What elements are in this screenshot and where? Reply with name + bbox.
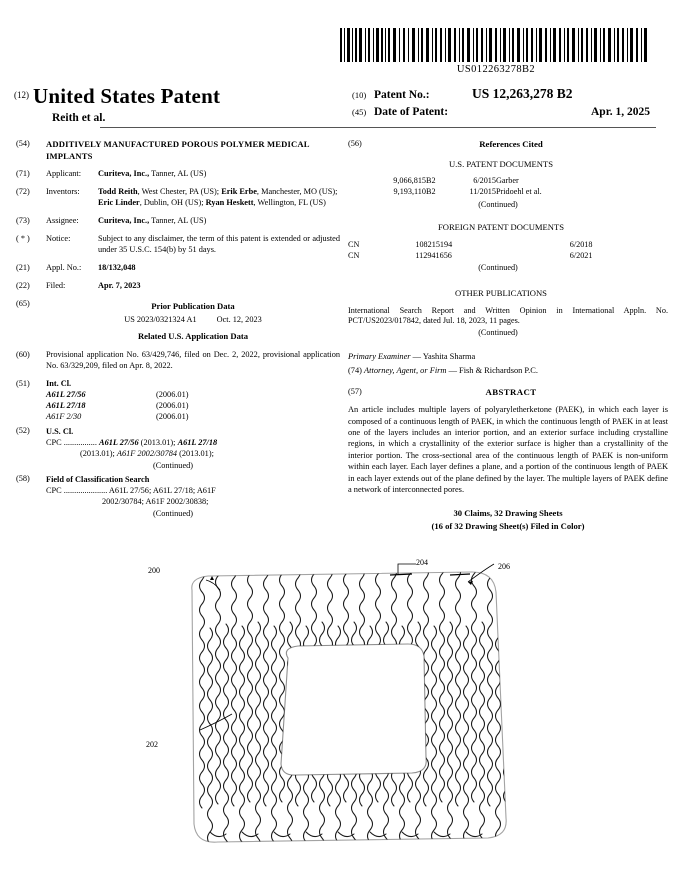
foreign-patent-documents-table bbox=[348, 240, 668, 263]
appl-no-label: Appl. No.: bbox=[46, 262, 82, 272]
us-cl-line-1 bbox=[46, 437, 340, 448]
foreign-patent-documents-heading: FOREIGN PATENT DOCUMENTS bbox=[437, 222, 565, 233]
notice-label: Notice: bbox=[46, 233, 71, 243]
applicant-value bbox=[98, 169, 340, 180]
invention-title: ADDITIVELY MANUFACTURED POROUS POLYMER MEDICAL IMPLANTS bbox=[46, 139, 310, 161]
field-code-72: (72) bbox=[16, 186, 30, 196]
field-field-of-search bbox=[14, 474, 340, 519]
applicant-label: Applicant: bbox=[46, 169, 82, 179]
patent-date-value: Apr. 1, 2025 bbox=[591, 106, 650, 118]
reference-numeral-206: 206 bbox=[498, 562, 510, 571]
us-patent-documents-heading: U.S. PATENT DOCUMENTS bbox=[448, 158, 554, 169]
table-row bbox=[348, 187, 668, 198]
inventor-name: Todd Reith bbox=[98, 186, 138, 196]
field-code-57: (57) bbox=[348, 387, 362, 397]
patent-number-row bbox=[352, 86, 664, 102]
barcode-image bbox=[338, 28, 654, 62]
bibliographic-left-column bbox=[14, 139, 340, 526]
field-prior-publication bbox=[14, 299, 340, 346]
field-code-51: (51) bbox=[16, 379, 30, 389]
field-code-21: (21) bbox=[16, 262, 30, 272]
us-patent-assignee: Garber bbox=[496, 175, 519, 185]
color-sheets-line: (16 of 32 Drawing Sheet(s) Filed in Color) bbox=[431, 521, 585, 532]
other-publications-text: International Search Report and Written Opinion in International Appln. No. PCT/US2023/017842, dated Jul. 18, 2023, 11 pages. bbox=[348, 305, 668, 326]
field-code-60: (60) bbox=[16, 350, 30, 360]
us-cl-line-2 bbox=[46, 448, 340, 459]
foreign-patent-date: 6/2021 bbox=[569, 251, 593, 261]
table-row bbox=[348, 240, 668, 251]
references-cited-heading: References Cited bbox=[479, 139, 543, 149]
patent-date-row bbox=[352, 106, 664, 118]
us-cl-label: U.S. Cl. bbox=[46, 426, 74, 436]
us-cl-version-b: (2013.01); bbox=[177, 449, 214, 459]
field-notice bbox=[14, 234, 340, 256]
header-divider-rule bbox=[100, 127, 656, 128]
field-assignee bbox=[14, 216, 340, 227]
inventors-value bbox=[98, 187, 340, 209]
inventor-location: , West Chester, PA (US); bbox=[137, 186, 220, 196]
assignee-location: Tanner, AL (US) bbox=[149, 215, 207, 225]
field-code-65: (65) bbox=[16, 298, 30, 308]
int-cl-row bbox=[46, 401, 340, 412]
primary-examiner-label: Primary Examiner bbox=[348, 352, 411, 362]
us-patent-date: 11/2015 bbox=[469, 187, 496, 197]
attorney-label: Attorney, Agent, or Firm bbox=[364, 366, 447, 376]
references-right-column bbox=[348, 139, 668, 533]
us-patent-continued: (Continued) bbox=[478, 199, 518, 209]
serpentine-lattice bbox=[200, 562, 509, 860]
table-row bbox=[348, 176, 668, 187]
reference-numeral-200: 200 bbox=[148, 566, 160, 575]
inventor-name: Eric Linder bbox=[98, 197, 140, 207]
int-cl-version: (2006.01) bbox=[156, 389, 189, 399]
us-cl-class-c: A61F 2002/30784 bbox=[116, 449, 178, 459]
applicant-name: Curiteva, Inc., bbox=[98, 169, 150, 179]
int-cl-label: Int. Cl. bbox=[46, 379, 72, 389]
field-int-cl bbox=[14, 379, 340, 423]
inventor-location: , Wellington, FL (US) bbox=[253, 197, 326, 207]
us-patent-documents-table bbox=[348, 176, 668, 199]
references-cited-header bbox=[348, 139, 668, 151]
field-code-12: (12) bbox=[14, 90, 29, 100]
abstract-heading: ABSTRACT bbox=[485, 387, 537, 398]
foreign-patent-number: 108215194 bbox=[415, 239, 453, 249]
table-row bbox=[348, 251, 668, 262]
claims-count-line: 30 Claims, 32 Drawing Sheets bbox=[453, 508, 563, 519]
us-cl-continued: (Continued) bbox=[152, 460, 194, 470]
patent-number-label: Patent No.: bbox=[374, 89, 430, 101]
inventor-surname-line: Reith et al. bbox=[52, 112, 106, 124]
barcode-number: US012263278B2 bbox=[456, 64, 536, 75]
field-filed bbox=[14, 281, 340, 292]
us-cl-sep: (2013.01); bbox=[138, 438, 178, 448]
page-title: United States Patent bbox=[33, 84, 221, 108]
foc-continued: (Continued) bbox=[152, 508, 194, 518]
us-patent-kind: B2 bbox=[426, 187, 436, 197]
field-us-cl bbox=[14, 426, 340, 471]
us-cl-class-b: A61L 27/18 bbox=[177, 438, 218, 448]
us-patent-date: 6/2015 bbox=[473, 175, 496, 185]
prior-publication-date: Oct. 12, 2023 bbox=[216, 314, 262, 324]
inventors-label: Inventors: bbox=[46, 186, 80, 196]
int-cl-row bbox=[46, 412, 340, 423]
int-cl-code: A61F 2/30 bbox=[46, 411, 82, 421]
inventor-location: , Manchester, MO (US); bbox=[256, 186, 338, 196]
us-patent-kind: B2 bbox=[426, 175, 436, 185]
int-cl-version: (2006.01) bbox=[156, 400, 189, 410]
field-code-54: (54) bbox=[16, 139, 30, 148]
field-code-56: (56) bbox=[348, 139, 362, 148]
us-patent-number: 9,193,110 bbox=[393, 187, 426, 197]
filed-value: Apr. 7, 2023 bbox=[98, 280, 141, 290]
int-cl-code: A61L 27/56 bbox=[46, 389, 86, 399]
field-related-application bbox=[14, 350, 340, 372]
related-application-text: Provisional application No. 63/429,746, filed on Dec. 2, 2022, provisional application No. 63/329,209, filed on Apr. 8, 2022. bbox=[46, 350, 340, 371]
field-code-asterisk: ( * ) bbox=[16, 233, 30, 243]
field-code-73: (73) bbox=[16, 215, 30, 225]
appl-no-value: 18/132,048 bbox=[98, 262, 136, 272]
foc-line-2: 2002/30784; A61F 2002/30838; bbox=[102, 497, 209, 507]
porous-implant-drawing bbox=[150, 560, 550, 860]
int-cl-row bbox=[46, 390, 340, 401]
other-publications-continued: (Continued) bbox=[478, 328, 518, 338]
field-appl-no bbox=[14, 263, 340, 274]
prior-publication-line bbox=[46, 315, 340, 326]
assignee-label: Assignee: bbox=[46, 215, 79, 225]
patent-figure bbox=[146, 558, 550, 860]
primary-examiner-line bbox=[348, 351, 668, 363]
field-code-10: (10) bbox=[352, 90, 367, 100]
implant-outline bbox=[192, 572, 506, 842]
foreign-patent-number: 112941656 bbox=[415, 251, 452, 261]
abstract-text: An article includes multiple layers of polyaryletherketone (PAEK), in which each layer is composed of a continuous length of PAEK, in which the continuous length of PAEK in at least one of the layers includes an interior portion, and an exterior surface including crystalline regions, in which a crystallinity of the exterior surface is higher than a crystallinity of the interior portion. The cross-sectional area of the continuous length of PAEK is non-uniform within each layer. Each layer defines a plane, and a portion of the continuous length of PAEK in each layer extends out of the plane defined by the layer. The multiple layers of PAEK define a network of interconnected pores. bbox=[348, 405, 668, 495]
patent-number-block bbox=[352, 86, 664, 122]
patent-office-header bbox=[14, 84, 344, 124]
foreign-patent-date: 6/2018 bbox=[569, 239, 593, 249]
patent-date-label: Date of Patent: bbox=[374, 106, 449, 118]
filed-label: Filed: bbox=[46, 280, 66, 290]
field-code-74: (74) bbox=[348, 366, 362, 376]
reference-numeral-204: 204 bbox=[416, 558, 428, 567]
us-cl-class-a: A61L 27/56 bbox=[99, 438, 139, 448]
patent-number-value: US 12,263,278 B2 bbox=[472, 86, 573, 101]
inventor-name: Ryan Heskett bbox=[205, 197, 254, 207]
reference-numeral-202: 202 bbox=[146, 740, 158, 749]
strand-end-markers bbox=[390, 574, 470, 575]
other-publications-heading: OTHER PUBLICATIONS bbox=[455, 288, 547, 299]
primary-examiner-value: — Yashita Sharma bbox=[410, 352, 476, 362]
foreign-country-code: CN bbox=[348, 251, 360, 261]
int-cl-code: A61L 27/18 bbox=[46, 400, 86, 410]
prior-publication-heading: Prior Publication Data bbox=[151, 300, 235, 311]
us-patent-number: 9,066,815 bbox=[393, 175, 426, 185]
assignee-value bbox=[98, 216, 340, 227]
foreign-country-code: CN bbox=[348, 239, 360, 249]
us-patent-assignee: Pridoehl et al. bbox=[496, 187, 542, 197]
field-applicant bbox=[14, 169, 340, 180]
field-title bbox=[14, 139, 340, 162]
foc-label: Field of Classification Search bbox=[46, 474, 150, 484]
applicant-location: Tanner, AL (US) bbox=[149, 169, 207, 179]
us-cl-version-a: (2013.01); bbox=[80, 449, 117, 459]
inventor-name: Erik Erbe bbox=[221, 186, 257, 196]
prior-publication-number: US 2023/0321324 A1 bbox=[124, 314, 197, 324]
barcode-block bbox=[338, 28, 654, 75]
claims-sheets-info bbox=[348, 507, 668, 533]
assignee-name: Curiteva, Inc., bbox=[98, 215, 150, 225]
field-inventors bbox=[14, 187, 340, 209]
attorney-value: — Fish & Richardson P.C. bbox=[446, 366, 538, 376]
us-cl-prefix: CPC ................ bbox=[46, 438, 97, 448]
int-cl-version: (2006.01) bbox=[156, 411, 189, 421]
notice-text: Subject to any disclaimer, the term of this patent is extended or adjusted under 35 U.S.C. 154(b) by 51 days. bbox=[98, 233, 340, 254]
field-code-22: (22) bbox=[16, 280, 30, 290]
inventor-location: , Dublin, OH (US); bbox=[139, 197, 206, 207]
attorney-line bbox=[348, 365, 668, 377]
field-code-52: (52) bbox=[16, 425, 30, 435]
foc-line-1: CPC ..................... A61L 27/56; A61L 27/18; A61F bbox=[46, 486, 216, 496]
field-code-71: (71) bbox=[16, 169, 30, 179]
field-code-45: (45) bbox=[352, 107, 367, 117]
related-application-heading: Related U.S. Application Data bbox=[137, 330, 249, 341]
foreign-patent-continued: (Continued) bbox=[478, 263, 518, 273]
field-code-58: (58) bbox=[16, 473, 30, 483]
abstract-header bbox=[348, 387, 668, 399]
